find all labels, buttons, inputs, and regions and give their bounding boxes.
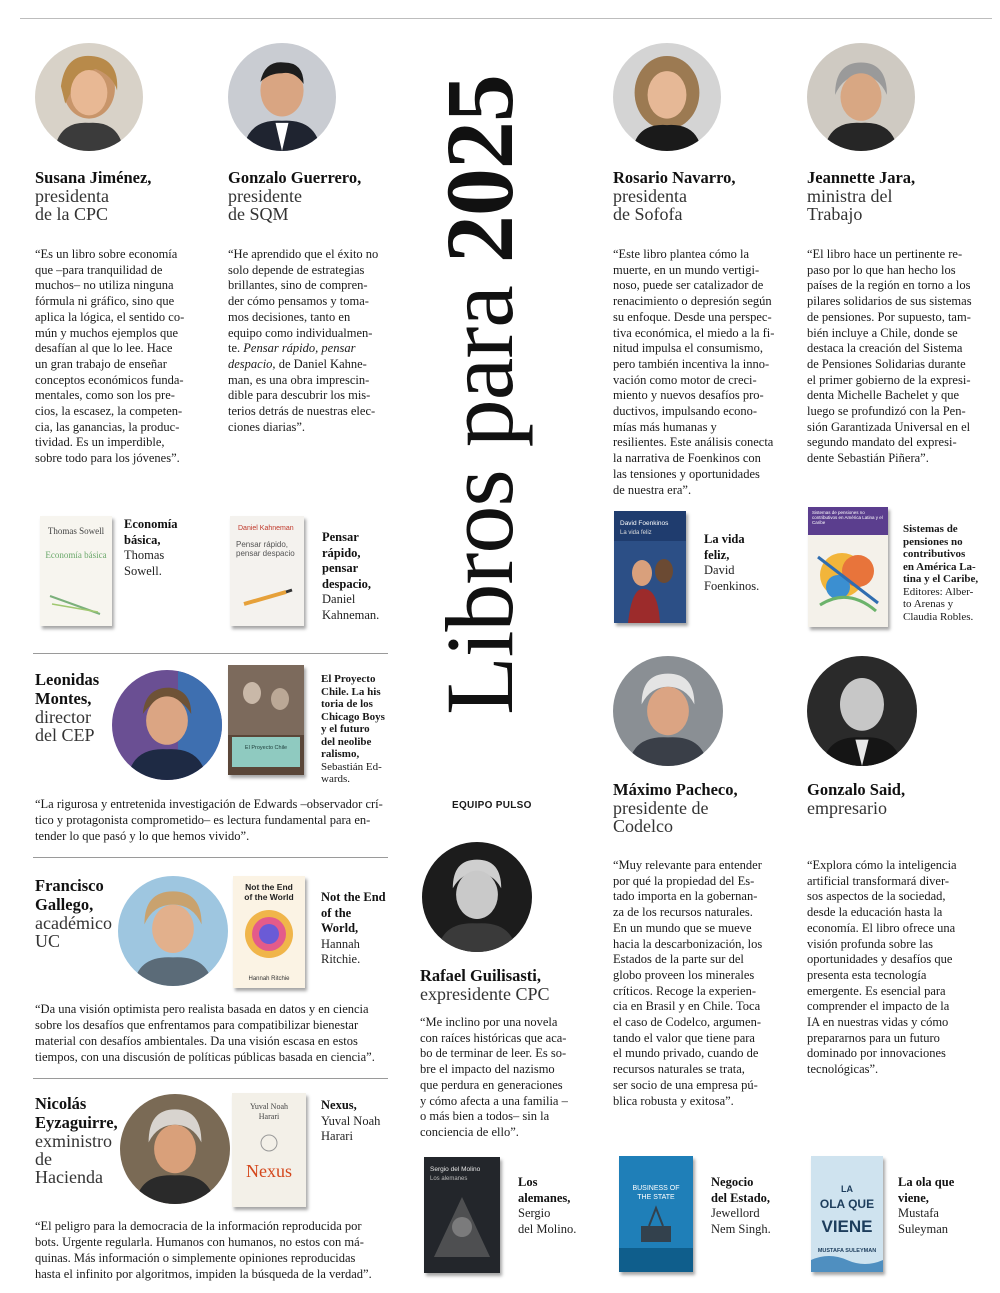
quote-gonzalo-said [807, 858, 992, 1078]
person-name: Susana Jiménez, [35, 168, 152, 187]
section-divider [33, 857, 388, 858]
name-block-leonidas [35, 670, 115, 744]
book-title: pensar [322, 561, 359, 575]
quote-fragment: te. [228, 341, 244, 356]
cover-author: Yuval Noah [250, 1102, 288, 1111]
person-name: Gonzalo Said, [807, 780, 906, 799]
quote-line: dente Sebastián Piñera”. [807, 451, 929, 466]
quote-line: muchos– no utiliza ninguna [35, 278, 174, 293]
quote-line: oportunidades y desafíos que [807, 952, 953, 967]
quote-line: cia, las ganancias, la produc- [35, 419, 180, 434]
quote-line: mún y muchos ejemplos que [35, 325, 179, 340]
quote-line: equipo como individualmen- [228, 325, 373, 340]
quote-italic: Pensar rápido, pensar [243, 341, 356, 356]
quote-line: brillantes, sino de compren- [228, 278, 368, 293]
quote-line: tado importa en la gobernan- [613, 889, 758, 904]
quote-line: tender lo que pasó y lo que hemos vivido”. [35, 829, 250, 843]
book-author: David [704, 563, 735, 577]
book-cover-la-ola-que-viene-icon [811, 1156, 883, 1272]
quote-line: blica robusta y exitosa”. [613, 1093, 734, 1108]
book-author: wards. [321, 773, 351, 785]
quote-line: “El libro hace un pertinente re- [807, 247, 963, 261]
quote-line: y cómo afecta a una familia – [420, 1093, 568, 1108]
quote-line: de pensiones. Por supuesto, tam- [807, 309, 971, 324]
quote-line: cios, la escasez, la competen- [35, 404, 183, 419]
book-title: alemanes, [518, 1190, 571, 1205]
quote-line: tecnológicas”. [807, 1062, 879, 1077]
quote-rafael [420, 1015, 605, 1141]
name-block-francisco [35, 876, 120, 950]
quote-line: renacimiento o depresión según [613, 294, 772, 309]
book-title: viene, [898, 1190, 929, 1205]
person-role: de SQM [228, 204, 289, 224]
quote-line: pero también incentiva la inno- [613, 356, 770, 371]
book-title: feliz, [704, 547, 730, 562]
person-name: Gonzalo Guerrero, [228, 168, 362, 187]
book-cover-not-the-end-icon [233, 876, 305, 988]
quote-line: bre el impacto del nazismo [420, 1062, 555, 1077]
person-role: ministra del [807, 186, 893, 206]
quote-jeannette [807, 247, 997, 467]
quote-line: paso por lo que han hecho los [807, 262, 956, 277]
book-author: Nem Singh. [711, 1221, 771, 1236]
quote-line: por qué la propiedad del Es- [613, 873, 755, 888]
quote-line: tiempos, con una discusión de políticas públicas basada en ciencia”. [35, 1050, 375, 1064]
quote-line: mos decisiones, tanto en [228, 309, 351, 324]
quote-line: hacia la descarbonización, los [613, 936, 763, 951]
quote-line: ductivos, impulsando econo- [613, 404, 758, 419]
book-title: Economía [124, 517, 178, 531]
book-title: en América La- [903, 560, 976, 573]
book-cover-economia-basica-icon [40, 516, 112, 626]
quote-line: presenta esta tecnología [807, 967, 927, 982]
portrait-rosario-icon [613, 43, 721, 151]
person-name: Máximo Pacheco, [613, 780, 738, 799]
book-author: Foenkinos. [704, 578, 760, 593]
quote-line: un gran trabajo de enseñar [35, 356, 167, 371]
quote-line: recursos naturales se trata, [613, 1062, 745, 1077]
book-caption-gonzalo-said [898, 1175, 993, 1237]
cover-title: of the World [244, 892, 294, 902]
quote-line: nitud impulsa el consumismo, [613, 341, 763, 356]
book-author: Thomas [124, 548, 165, 562]
quote-line: sobre los desafíos que enfrentamos para compatibilizar bienestar [35, 1018, 359, 1032]
quote-nicolas [35, 1218, 395, 1282]
book-title: El Proyecto [321, 673, 376, 685]
quote-line: “Muy relevante para entender [613, 858, 762, 872]
book-cover-business-of-the-state-icon [619, 1156, 693, 1272]
book-author: to Arenas y [903, 598, 954, 610]
quote-line: pilares solidarios de sus sistemas [807, 294, 972, 309]
quote-line: desde la educación hasta la [807, 905, 943, 920]
byline: EQUIPO PULSO [452, 800, 532, 811]
quote-line: “El peligro para la democracia de la información reproducida por [35, 1219, 362, 1233]
quote-line: tico y protagonista comprometido– es lectura fundamental para en- [35, 813, 371, 827]
quote-line: solo depende de estrategias [228, 262, 365, 277]
title-prefix: Libros para [426, 263, 533, 715]
book-caption-maximo [711, 1175, 796, 1237]
person-role: exministro [35, 1131, 112, 1151]
section-divider [33, 1078, 388, 1079]
page-title [426, 75, 533, 715]
top-rule [20, 18, 992, 19]
quote-line: conceptos económicos funda- [35, 372, 184, 387]
person-role: de [35, 1149, 52, 1169]
cover-author: Sergio del Molino [430, 1166, 481, 1173]
book-title: Pensar [322, 530, 359, 544]
person-name: Montes, [35, 689, 92, 708]
person-role: académico [35, 913, 112, 933]
cover-title: Los alemanes [430, 1176, 468, 1182]
book-cover-nexus-icon [232, 1093, 306, 1207]
quote-line: noso, puede ser catalizador de [613, 278, 764, 293]
quote-fragment: de Daniel Kahne- [275, 356, 367, 371]
cover-title: VIENE [821, 1217, 873, 1236]
cover-author: Thomas Sowell [47, 526, 105, 536]
book-title: World, [321, 921, 359, 935]
quote-line: denta Michelle Bachelet y que [807, 388, 960, 403]
cover-title: Pensar rápido, pensar despacio [236, 540, 295, 558]
name-block-susana [35, 168, 215, 223]
quote-line: “He aprendido que el éxito no [228, 247, 379, 261]
quote-line: o más bien a todos– sin la [420, 1109, 550, 1124]
quote-line: miento y nuevos desafíos pro- [613, 388, 764, 403]
quote-line: con raíces históricas que aca- [420, 1030, 567, 1045]
quote-line: países de la región en torno a los [807, 278, 971, 293]
book-author: Yuval Noah [321, 1113, 381, 1128]
book-author: Hannah [321, 936, 360, 951]
cover-author: Harari [258, 1112, 280, 1121]
quote-line [228, 341, 408, 357]
quote-line: quinas. Más información o simplemente opiniones reproducidas [35, 1251, 356, 1265]
quote-line: segundo mandato del expresi- [807, 435, 957, 450]
book-title: despacio, [322, 576, 371, 591]
book-title: Los [518, 1175, 538, 1189]
person-role: presidenta [35, 186, 109, 206]
quote-line: tiva económica, el miedo a la fi- [613, 325, 775, 340]
portrait-gonzalo-said-icon [807, 656, 917, 766]
portrait-francisco-icon [118, 876, 228, 986]
cover-author: Hannah Ritchie [248, 976, 290, 982]
headline-area [420, 30, 540, 760]
quote-line: IA en nuestras vidas y cómo [807, 1015, 949, 1030]
quote-line: sos aspectos de la sociedad, [807, 889, 946, 904]
book-title: contributivos [903, 548, 966, 560]
person-role: presidenta [613, 186, 687, 206]
cover-title: THE STATE [637, 1194, 675, 1201]
cover-author: David Foenkinos [620, 520, 669, 527]
quote-line: material con desafíos ambientales. Da una visión escasa en estos [35, 1034, 358, 1048]
person-name: Leonidas [35, 670, 100, 689]
quote-line: man, es una obra imprescin- [228, 372, 370, 387]
book-author: Claudia Robles. [903, 610, 974, 623]
quote-line: dominado por innovaciones [807, 1046, 946, 1061]
quote-line: que –para tranquilidad de [35, 262, 163, 277]
section-divider [33, 653, 388, 654]
quote-line: ciones diarias”. [228, 419, 306, 434]
cover-author: MUSTAFA SULEYMAN [817, 1248, 877, 1254]
book-title: Negocio [711, 1175, 754, 1189]
person-role: director [35, 707, 91, 727]
book-author: Suleyman [898, 1221, 948, 1236]
person-role: del CEP [35, 725, 95, 745]
book-author: Sergio [518, 1206, 551, 1220]
quote-line: Estados de la parte sur del [613, 952, 744, 967]
cover-title: Nexus [246, 1161, 292, 1181]
person-name: Gallego, [35, 895, 94, 914]
book-caption-nicolas [321, 1098, 396, 1145]
quote-line: “Me inclino por una novela [420, 1015, 558, 1029]
quote-line: conciencia de ello”. [420, 1124, 519, 1139]
cover-title: El Proyecto Chile [244, 745, 288, 751]
quote-line: cia en Brasil y en Chile. Toca [613, 999, 761, 1014]
cover-author: Daniel Kahneman [238, 525, 294, 532]
book-title: del neolibe [321, 735, 372, 748]
quote-line: dible para descubrir los mis- [228, 388, 371, 403]
book-title: La vida [704, 532, 745, 546]
book-author: Harari [321, 1129, 353, 1143]
quote-line: sobre todo para los jóvenes”. [35, 451, 180, 466]
person-name: Jeannette Jara, [807, 168, 916, 187]
quote-line: En un mundo que se mueve [613, 920, 752, 935]
quote-line: sión Garantizada Universal en el [807, 419, 971, 434]
quote-leonidas [35, 796, 395, 844]
portrait-jeannette-icon [807, 43, 915, 151]
person-role: presidente [228, 186, 302, 206]
quote-line: globo proveen los minerales [613, 967, 755, 982]
quote-line: aplica la lógica, el sentido co- [35, 309, 185, 324]
quote-line: desafían al que lo lee. Hace [35, 341, 173, 356]
quote-line: tando el valor que tiene para [613, 1030, 755, 1045]
book-title: Chicago Boys [321, 710, 385, 723]
person-role: de Sofofa [613, 204, 683, 224]
portrait-susana-icon [35, 43, 143, 151]
quote-line: de Pensiones Solidarias durante [807, 356, 966, 371]
book-author: del Molino. [518, 1221, 577, 1236]
book-author: Editores: Alber- [903, 585, 974, 598]
quote-line: za de los recursos naturales. [613, 905, 753, 920]
book-title: pensiones no [903, 535, 963, 548]
book-author: Mustafa [898, 1206, 939, 1220]
book-title: básica, [124, 532, 161, 547]
book-title: Not the End [321, 890, 386, 904]
cover-title: Sistemas de pensiones no contributivos en América Latina y el Caribe [812, 510, 883, 525]
person-role: de la CPC [35, 204, 109, 224]
person-role: Codelco [613, 816, 673, 836]
person-role: presidente de [613, 798, 709, 818]
portrait-gonzalo-guerrero-icon [228, 43, 336, 151]
book-caption-rafael [518, 1175, 598, 1237]
book-caption-leonidas [321, 673, 391, 786]
quote-line: emergente. Es esencial para [807, 983, 946, 998]
name-block-jeannette [807, 168, 987, 223]
book-title: tina y el Caribe, [903, 573, 979, 585]
name-block-gonzalo-guerrero [228, 168, 408, 223]
quote-line: “La rigurosa y entretenida investigación de Edwards –observador crí- [35, 797, 383, 811]
book-author: Sebastián Ed- [321, 760, 382, 773]
quote-line: bots. Urgente regularla. Humanos con humanos, no estos con má- [35, 1235, 364, 1249]
book-cover-sistemas-pensiones-icon [808, 507, 888, 627]
quote-italic: despacio, [228, 356, 276, 371]
quote-line: de nuestra era”. [613, 482, 692, 497]
person-role: UC [35, 931, 61, 951]
quote-line: ser socio de una empresa pú- [613, 1077, 758, 1092]
person-role: Trabajo [807, 204, 863, 224]
cover-title: OLA QUE [819, 1197, 875, 1211]
person-name: Francisco [35, 876, 104, 895]
quote-line: mentales, como son los pre- [35, 388, 175, 403]
cover-title: Economía básica [45, 550, 107, 560]
book-caption-gonzalo-guerrero [322, 530, 402, 623]
book-caption-susana [124, 517, 214, 579]
quote-line: economía. El libro ofrece una [807, 920, 956, 935]
quote-line: destaca la creación del Sistema [807, 341, 963, 356]
quote-line: hasta el infinito por algoritmos, impiden la búsqueda de la verdad”. [35, 1267, 372, 1281]
person-role: Hacienda [35, 1167, 103, 1187]
name-block-nicolas [35, 1094, 125, 1186]
name-block-maximo [613, 780, 798, 835]
quote-line [228, 357, 408, 373]
book-author: Sowell. [124, 563, 162, 578]
book-title: del Estado, [711, 1190, 771, 1205]
book-title: Chile. La his [321, 685, 381, 698]
quote-line: “Es un libro sobre economía [35, 247, 178, 261]
book-author: Jewellord [711, 1206, 760, 1220]
book-title: ralismo, [321, 748, 360, 760]
quote-line: visión profunda sobre las [807, 936, 934, 951]
quote-line: prepararnos para un futuro [807, 1030, 940, 1045]
quote-line: vación como motor de creci- [613, 372, 757, 387]
book-title: La ola que [898, 1175, 955, 1189]
portrait-maximo-icon [613, 656, 723, 766]
quote-francisco [35, 1001, 395, 1065]
person-name: Rafael Guilisasti, [420, 966, 542, 985]
quote-line: mías más humanas y [613, 419, 717, 434]
quote-gonzalo-guerrero [228, 247, 408, 435]
quote-maximo [613, 858, 798, 1109]
quote-line: resilientes. Este análisis conecta [613, 435, 774, 450]
book-cover-pensar-rapido-icon [230, 516, 304, 626]
name-block-rosario [613, 168, 793, 223]
book-caption-rosario [704, 532, 784, 594]
book-author: Kahneman. [322, 607, 380, 622]
quote-line: terios detrás de nuestras elec- [228, 404, 376, 419]
name-block-gonzalo-said [807, 780, 992, 817]
quote-line: bién incluye a Chile, donde se [807, 325, 958, 340]
person-role: expresidente CPC [420, 984, 550, 1004]
book-caption-jeannette [903, 523, 1000, 623]
quote-line: bo de terminar de leer. Es so- [420, 1046, 567, 1061]
person-name: Nicolás [35, 1094, 87, 1113]
quote-line: tividad. Es un imperdible, [35, 435, 165, 450]
quote-line: su enfoque. Desde una perspec- [613, 309, 772, 324]
name-block-rafael [420, 966, 610, 1003]
quote-line: el primer gobierno de la expresi- [807, 372, 971, 387]
quote-line: fórmula ni gráfico, sino que [35, 294, 175, 309]
quote-line: “Explora cómo la inteligencia [807, 858, 957, 872]
book-cover-proyecto-chile-icon [228, 665, 304, 775]
quote-line: “Este libro plantea cómo la [613, 247, 750, 261]
book-author: Daniel [322, 592, 356, 606]
cover-title: Not the End [245, 882, 293, 892]
book-title: rápido, [322, 545, 361, 560]
quote-line: que perdura en generaciones [420, 1077, 563, 1092]
book-title: of the [321, 905, 352, 920]
book-title: Sistemas de [903, 523, 958, 535]
person-name: Rosario Navarro, [613, 168, 736, 187]
book-caption-francisco [321, 890, 396, 968]
cover-title: La vida feliz [620, 530, 652, 536]
quote-susana [35, 247, 215, 467]
book-author: Ritchie. [321, 952, 361, 966]
quote-line: luego se profundizó con la Pen- [807, 404, 966, 419]
book-title: Nexus, [321, 1098, 357, 1112]
book-title: y el futuro [321, 723, 370, 735]
quote-line: artificial transformará diver- [807, 873, 950, 888]
cover-title: LA [841, 1184, 853, 1194]
quote-line: las tensiones y oportunidades [613, 466, 760, 481]
cover-title: BUSINESS OF [632, 1185, 680, 1192]
portrait-leonidas-icon [112, 670, 222, 780]
book-cover-la-vida-feliz-icon [614, 511, 686, 623]
quote-line: “Da una visión optimista pero realista basada en datos y en ciencia [35, 1002, 369, 1016]
portrait-nicolas-icon [120, 1094, 230, 1204]
quote-line: el caso de Codelco, argumen- [613, 1015, 761, 1030]
person-name: Eyzaguirre, [35, 1113, 118, 1132]
quote-line: críticos. Recoge la experien- [613, 983, 756, 998]
portrait-rafael-icon [422, 842, 532, 952]
quote-line: der cómo pensamos y toma- [228, 294, 369, 309]
book-title: toria de los [321, 698, 373, 710]
quote-line: el mundo privado, cuando de [613, 1046, 759, 1061]
quote-line: comprender el impacto de la [807, 999, 950, 1014]
quote-rosario [613, 247, 793, 498]
book-cover-los-alemanes-icon [424, 1157, 500, 1273]
quote-line: muerte, en un mundo vertigi- [613, 262, 760, 277]
person-role: empresario [807, 798, 887, 818]
title-year: 2025 [426, 75, 533, 264]
quote-line: la narrativa de Foenkinos con [613, 451, 761, 466]
